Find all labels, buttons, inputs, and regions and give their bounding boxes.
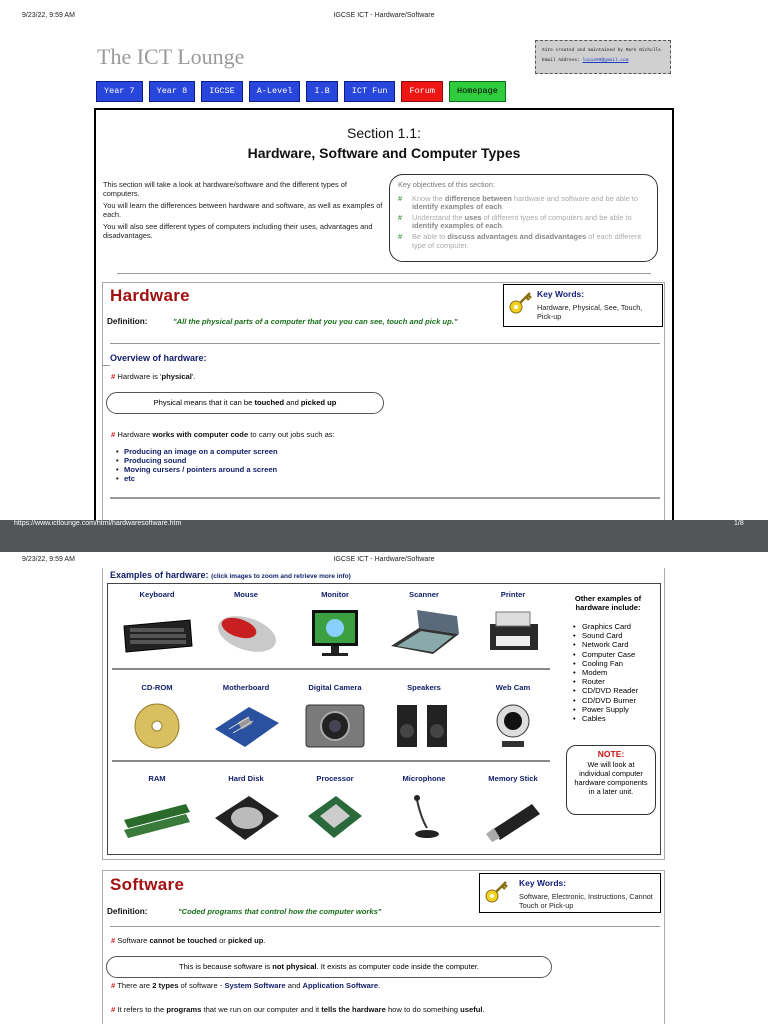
divider [117, 273, 651, 274]
hardware-keywords-box [503, 284, 663, 327]
usb-stick-icon [476, 790, 550, 844]
mouse-icon [209, 606, 283, 660]
hash-icon: # [111, 372, 116, 381]
hardware-point: # Hardware is 'physical'. [111, 372, 196, 381]
note-text: We will look at individual computer hardware components in a later unit. [574, 760, 648, 796]
nav-bar [96, 81, 506, 102]
objective-item: # Be able to discuss advantages and disadvantages of each different type of computer. [398, 231, 642, 250]
intro-paragraph: This section will take a look at hardware/software and the different types of computers. [103, 180, 347, 198]
keywords-title: Key Words: [537, 289, 585, 299]
section-number: Section 1.1: [347, 125, 421, 141]
other-examples [562, 594, 654, 723]
hardware-jobs-list [115, 447, 278, 483]
example-scanner[interactable]: Scanner [380, 590, 468, 665]
row-divider [112, 760, 550, 762]
nav-year7[interactable]: Year 7 [96, 81, 143, 102]
site-banner [535, 40, 671, 74]
software-point: # Software cannot be touched or picked up. [111, 936, 266, 945]
print-title: IGCSE ICT - Hardware/Software [333, 556, 435, 563]
hash-icon: # [111, 936, 116, 945]
example-webcam[interactable]: Web Cam [469, 683, 557, 758]
software-keywords-box [479, 873, 661, 913]
divider [110, 343, 660, 344]
example-mouse[interactable]: Mouse [202, 590, 290, 665]
camera-icon [298, 699, 372, 753]
intro-text [103, 181, 385, 245]
divider [102, 365, 110, 366]
note-box [566, 745, 656, 815]
list-item: • Graphics Card [562, 622, 654, 631]
hash-icon: # [111, 1005, 116, 1014]
example-memory-stick[interactable]: Memory Stick [469, 774, 557, 849]
example-speakers[interactable]: Speakers [380, 683, 468, 758]
webcam-icon [476, 699, 550, 753]
note-title: NOTE: [597, 749, 625, 759]
list-item: • Modem [562, 668, 654, 677]
objectives-heading: Key objectives of this section: [398, 180, 495, 189]
list-item: • CD/DVD Burner [562, 696, 654, 705]
hash-icon: # [111, 430, 116, 439]
nav-alevel[interactable]: A-Level [249, 81, 301, 102]
hash-icon: # [398, 212, 403, 222]
example-hard-disk[interactable]: Hard Disk [202, 774, 290, 849]
list-item: • Cooling Fan [562, 659, 654, 668]
hash-icon: # [111, 981, 116, 990]
example-microphone[interactable]: Microphone [380, 774, 468, 849]
physical-callout: Physical means that it can be touched and picked up [106, 392, 384, 414]
example-keyboard[interactable]: Keyboard [113, 590, 201, 665]
nav-year8[interactable]: Year 8 [149, 81, 196, 102]
print-url: https://www.ictlounge.com/html/hardwaresoftware.htm [14, 520, 182, 527]
example-ram[interactable]: RAM [113, 774, 201, 849]
processor-icon [298, 790, 372, 844]
nav-ib[interactable]: I.B [306, 81, 337, 102]
section-title [0, 123, 768, 163]
other-examples-title: Other examples of hardware include: [574, 594, 642, 612]
nav-forum[interactable]: Forum [401, 81, 443, 102]
nav-ictfun[interactable]: ICT Fun [344, 81, 396, 102]
banner-email-link[interactable]: louie99@gmail.com [582, 58, 629, 63]
microphone-icon [387, 790, 461, 844]
cd-icon [120, 699, 194, 753]
print-datetime: 9/23/22, 9:59 AM [22, 12, 75, 19]
software-point: # It refers to the programs that we run on our computer and it tells the hardware how to do something useful. [111, 1005, 485, 1014]
list-item: • Producing an image on a computer screen [115, 447, 278, 456]
overview-heading: Overview of hardware: [110, 353, 207, 363]
example-cdrom[interactable]: CD-ROM [113, 683, 201, 758]
example-digital-camera[interactable]: Digital Camera [291, 683, 379, 758]
divider [110, 926, 660, 927]
list-item: • Computer Case [562, 650, 654, 659]
intro-paragraph: You will also see different types of computers including their uses, advantages and disadvantages. [103, 222, 373, 240]
list-item: • Power Supply [562, 705, 654, 714]
list-item: • etc [115, 474, 278, 483]
definition-text: "Coded programs that control how the computer works" [178, 907, 382, 916]
list-item: • Producing sound [115, 456, 278, 465]
printer-icon [476, 606, 550, 660]
print-page-number: 1/8 [734, 520, 744, 527]
keyboard-icon [120, 606, 194, 660]
divider [110, 497, 660, 499]
monitor-icon [298, 606, 372, 660]
banner-email-label: Email Address: [542, 58, 580, 63]
hardware-point: # Hardware works with computer code to carry out jobs such as: [111, 430, 335, 439]
hard-disk-icon [209, 790, 283, 844]
definition-text: "All the physical parts of a computer that you you can see, touch and pick up." [173, 317, 458, 326]
example-processor[interactable]: Processor [291, 774, 379, 849]
banner-line: Site created and maintained by Mark Nicholls [542, 48, 661, 53]
example-monitor[interactable]: Monitor [291, 590, 379, 665]
row-divider [112, 668, 550, 670]
keywords-text: Hardware, Physical, See, Touch, Pick-up [537, 303, 643, 321]
ram-icon [120, 790, 194, 844]
section-heading: Hardware, Software and Computer Types [247, 145, 521, 161]
examples-heading: Examples of hardware: (click images to zoom and retrieve more info) [110, 570, 351, 580]
keywords-title: Key Words: [519, 878, 567, 888]
print-title: IGCSE ICT - Hardware/Software [333, 12, 435, 19]
not-physical-callout: This is because software is not physical. It exists as computer code inside the computer. [106, 956, 552, 978]
print-datetime: 9/23/22, 9:59 AM [22, 556, 75, 563]
hardware-heading: Hardware [110, 286, 190, 305]
objective-item: # Know the difference between hardware and software and be able to identify examples of each. [398, 193, 638, 212]
objectives-box [389, 174, 658, 262]
list-item: • CD/DVD Reader [562, 686, 654, 695]
list-item: • Moving cursers / pointers around a screen [115, 465, 278, 474]
software-heading: Software [110, 875, 185, 894]
software-point: # There are 2 types of software - System Software and Application Software. [111, 981, 381, 990]
key-icon [484, 878, 510, 904]
speakers-icon [387, 699, 461, 753]
hardware-examples-grid [109, 584, 553, 845]
list-item: • Cables [562, 714, 654, 723]
scanner-icon [387, 606, 461, 660]
site-title[interactable]: The ICT Lounge [97, 44, 245, 69]
example-motherboard[interactable]: Motherboard [202, 683, 290, 758]
list-item: • Network Card [562, 640, 654, 649]
nav-homepage[interactable]: Homepage [449, 81, 506, 102]
motherboard-icon [209, 699, 283, 753]
definition-label: Definition: [107, 317, 148, 326]
intro-paragraph: You will learn the differences between hardware and software, as well as examples of each. [103, 201, 383, 219]
definition-label: Definition: [107, 907, 148, 916]
nav-igcse[interactable]: IGCSE [201, 81, 243, 102]
key-icon [508, 289, 534, 315]
list-item: • Sound Card [562, 631, 654, 640]
hash-icon: # [398, 193, 403, 203]
keywords-text: Software, Electronic, Instructions, Cannot Touch or Pick-up [519, 892, 653, 910]
hash-icon: # [398, 231, 403, 241]
objective-item: # Understand the uses of different types of computers and be able to identify examples of each. [398, 212, 632, 231]
example-printer[interactable]: Printer [469, 590, 557, 665]
list-item: • Router [562, 677, 654, 686]
